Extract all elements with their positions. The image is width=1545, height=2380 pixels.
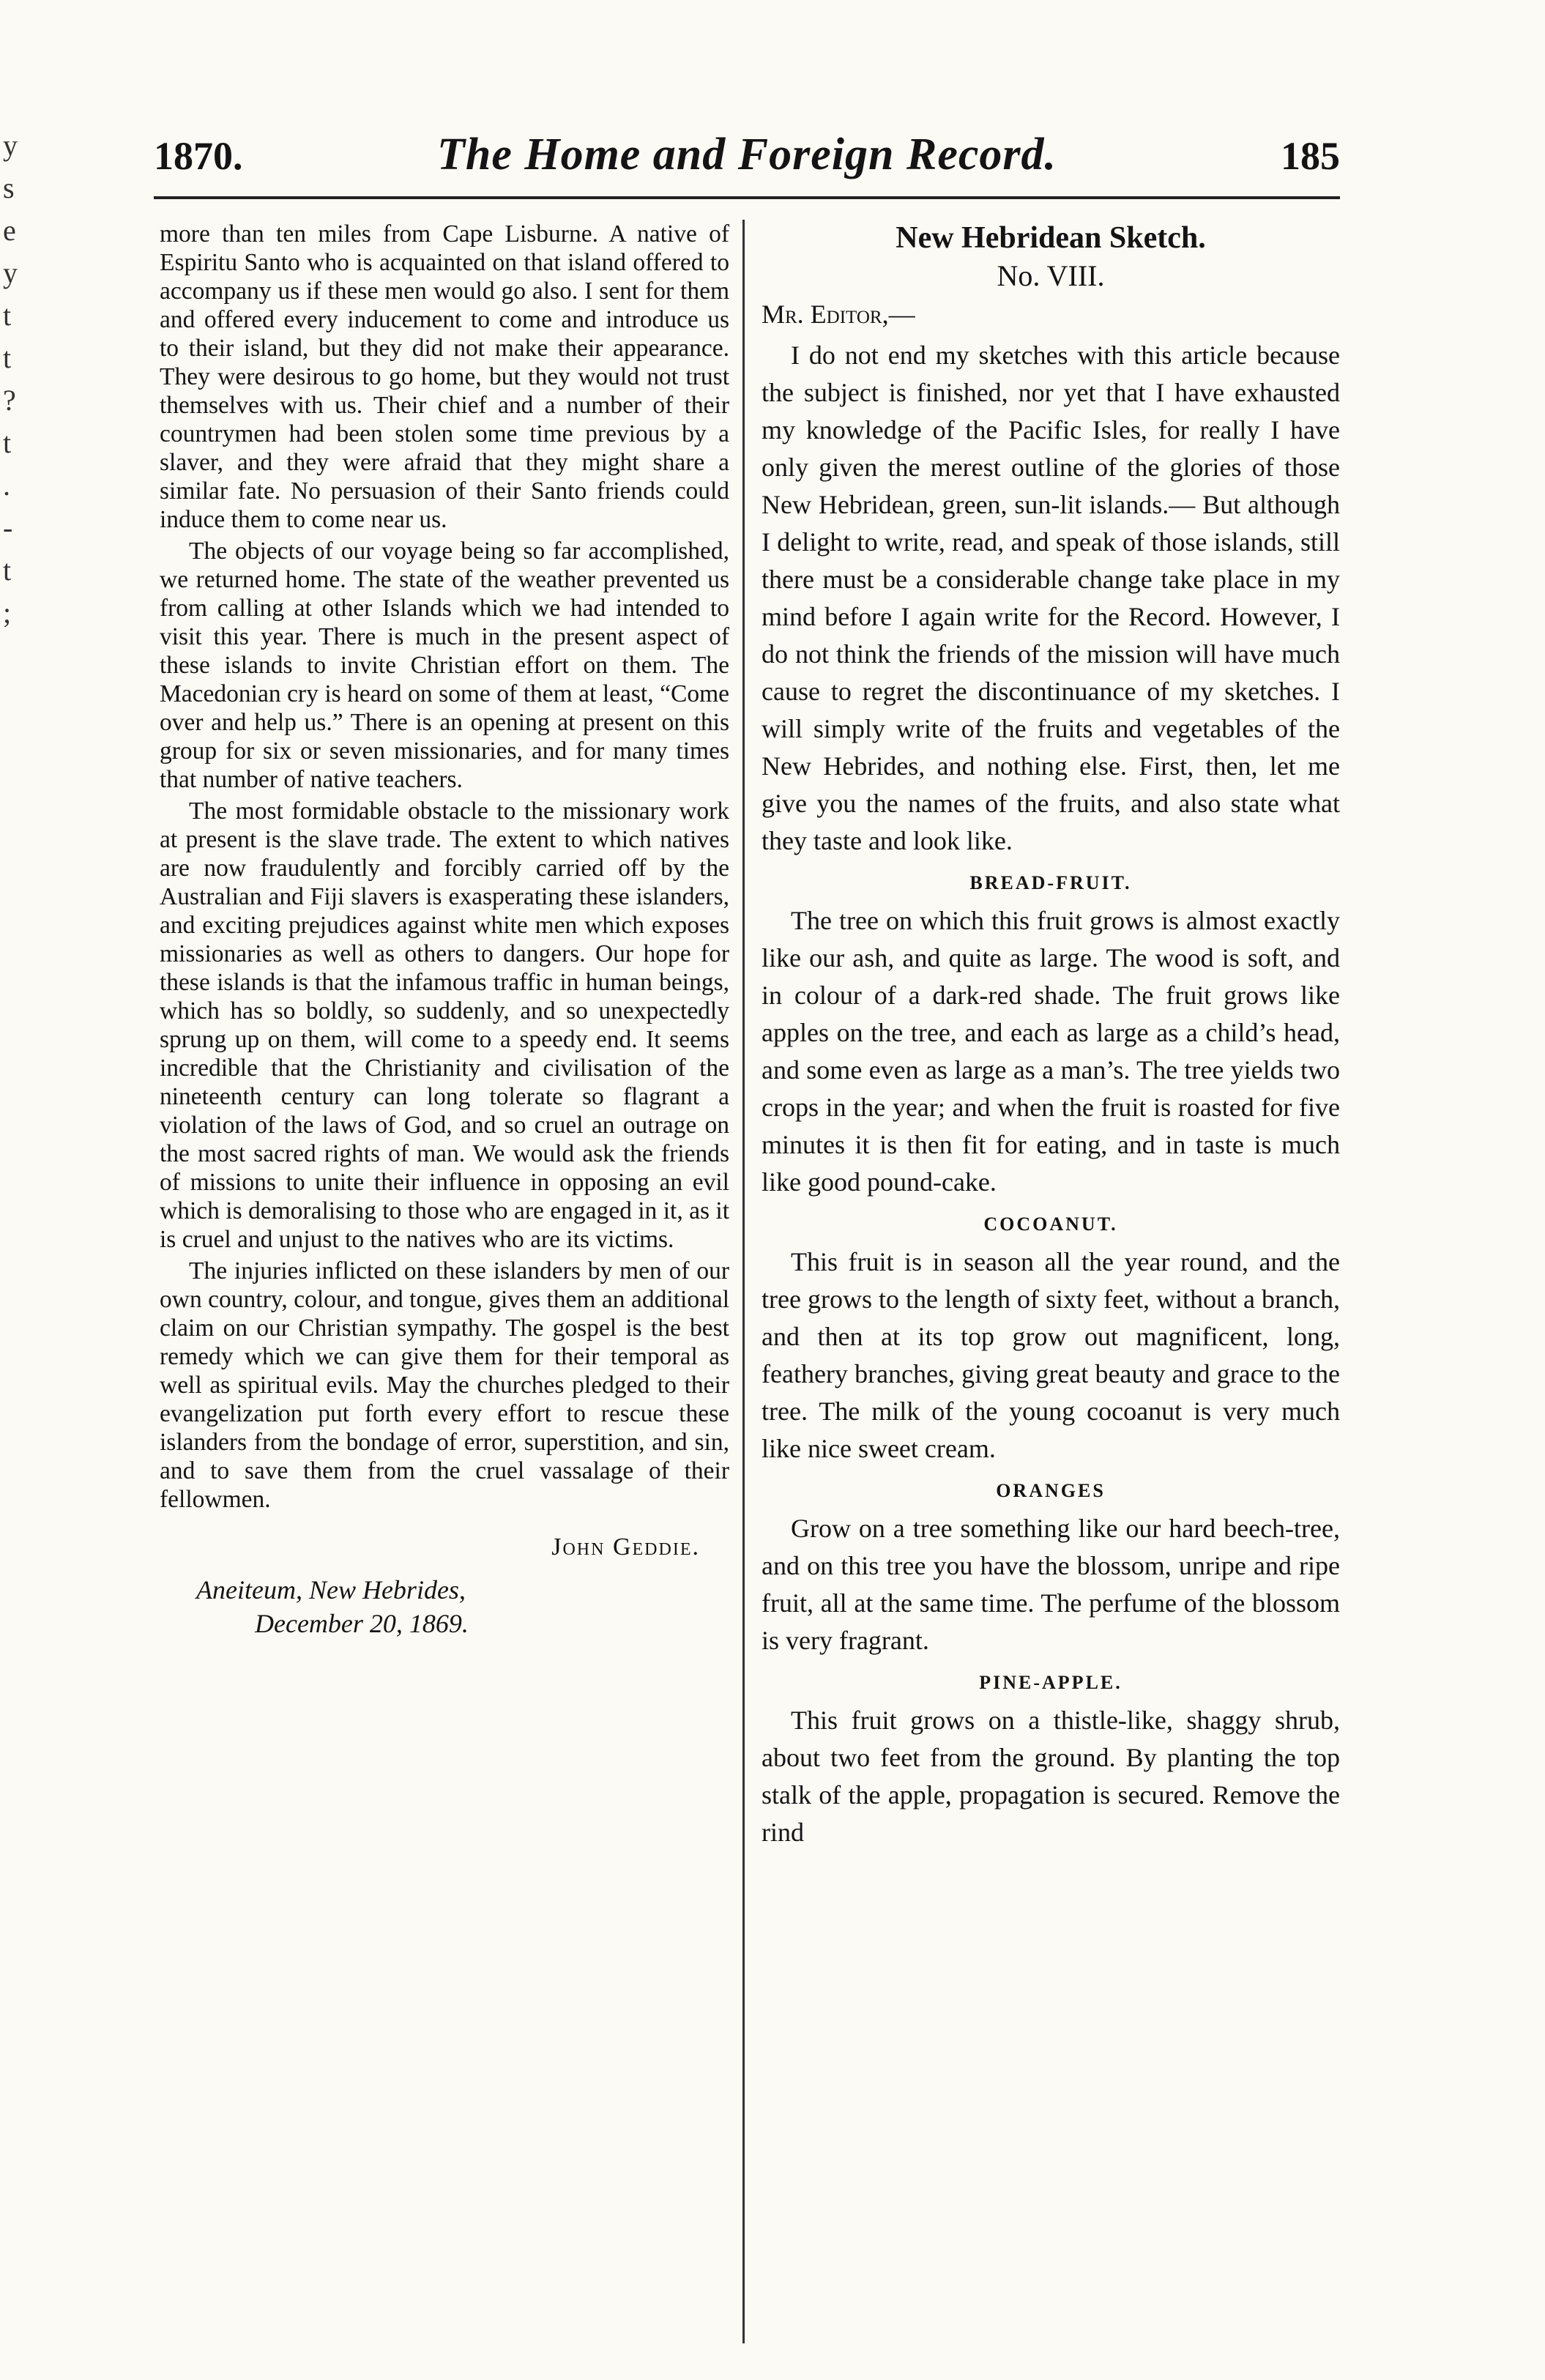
section-heading-pine-apple: PINE-APPLE. (979, 1672, 1123, 1693)
publication-title: The Home and Foreign Record. (436, 130, 1057, 179)
section-heading-bread-fruit: BREAD-FRUIT. (969, 872, 1132, 893)
margin-letter: e (3, 214, 16, 247)
section-heading-oranges: ORANGES (996, 1480, 1106, 1501)
margin-stray-letters (3, 124, 25, 634)
section-text-pine-apple: This fruit grows on a thistle-like, shaggy shrub, about two feet from the ground. By planting the top stalk of the apple, propagation is secured. Remove the rind (762, 1706, 1340, 1847)
margin-letter: t (3, 554, 12, 587)
margin-letter: y (3, 129, 18, 162)
article-title: New Hebridean Sketch. (896, 221, 1206, 255)
margin-letter: ; (3, 596, 12, 629)
header-year: 1870. (154, 134, 243, 178)
margin-letter: s (3, 171, 15, 204)
margin-letter: - (3, 511, 13, 544)
section-text-oranges: Grow on a tree something like our hard beech-tree, and on this tree you have the blossom, unripe and ripe fruit, all at the same time. The perfume of the blossom is very fragrant. (762, 1514, 1340, 1655)
article-number: No. VIII. (997, 259, 1105, 292)
page-header (154, 130, 1340, 192)
left-column (160, 220, 729, 1640)
margin-letter: . (3, 469, 10, 502)
paragraph: The objects of our voyage being so far accomplished, we returned home. The state of the weather prevented us from calling at other Islands which we had intended to visit this year. There is much in the present aspect of these islands to invite Christian effort on them. The Macedonian cry is heard on some of them at least, “Come over and help us.” There is an opening at present on this group for six or seven missionaries, and for many times that number of native teachers. (160, 538, 729, 793)
margin-letter: t (3, 426, 12, 459)
author-signature: John Geddie. (551, 1533, 700, 1561)
dateline-date: December 20, 1869. (255, 1609, 469, 1638)
header-rule (154, 196, 1340, 199)
margin-letter: y (3, 256, 18, 289)
dateline (160, 1573, 729, 1640)
margin-letter: t (3, 341, 12, 374)
paragraph: The most formidable obstacle to the missionary work at present is the slave trade. The extent to which natives are now fraudulently and forcibly carried off by the Australian and Fiji slavers is exasperating these islanders, and exciting prejudices against white men which exposes missionaries as well as others to dangers. Our hope for these islands is that the infamous traffic in human beings, which has so boldly, so suddenly, and so unexpectedly sprung up on them, will come to a speedy end. It seems incredible that the Christianity and civilisation of the nineteenth century can long tolerate so flagrant a violation of the laws of God, and so cruel an outrage on the most sacred rights of man. We would ask the friends of missions to unite their influence in opposing an evil which is demoralising to those who are engaged in it, as it is cruel and unjust to the natives who are its victims. (160, 797, 729, 1253)
intro-paragraph: I do not end my sketches with this article because the subject is finished, nor yet that I have exhausted my knowledge of the Pacific Isles, for really I have only given the merest outline of the glories of those New Hebridean, green, sun-lit islands.— But although I delight to write, read, and speak of those islands, still there must be a considerable change take place in my mind before I again write for the Record. However, I do not think the friends of the mission will have much cause to regret the discontinuance of my sketches. I will simply write of the fruits and vegetables of the New Hebrides, and nothing else. First, then, let me give you the names of the fruits, and also state what they taste and look like. (762, 341, 1340, 855)
margin-letter: t (3, 299, 12, 332)
dateline-place: Aneiteum, New Hebrides, (196, 1575, 466, 1604)
column-divider (742, 220, 745, 2343)
margin-letter: ? (3, 384, 16, 417)
salutation: Mr. Editor,— (762, 300, 915, 329)
right-column (762, 220, 1340, 1851)
section-heading-cocoanut: COCOANUT. (983, 1213, 1118, 1235)
section-text-bread-fruit: The tree on which this fruit grows is almost exactly like our ash, and quite as large. The wood is soft, and in colour of a dark-red shade. The fruit grows like apples on the tree, and each as large as a child’s head, and some even as large as a man’s. The tree yields two crops in the year; and when the fruit is roasted for five minutes it is then fit for eating, and in taste is much like good pound-cake. (762, 906, 1340, 1197)
section-text-cocoanut: This fruit is in season all the year round, and the tree grows to the length of sixty feet, without a branch, and then at its top grow out magnificent, long, feathery branches, giving great beauty and grace to the tree. The milk of the young cocoanut is very much like nice sweet cream. (762, 1247, 1340, 1463)
paragraph: The injuries inflicted on these islanders by men of our own country, colour, and tongue, gives them an additional claim on our Christian sympathy. The gospel is the best remedy which we can give them for their temporal as well as spiritual evils. May the churches pledged to their evangelization put forth every effort to rescue these islanders from the bondage of error, superstition, and sin, and to save them from the cruel vassalage of their fellowmen. (160, 1257, 729, 1513)
page-number: 185 (1281, 134, 1340, 178)
paragraph: more than ten miles from Cape Lisburne. A native of Espiritu Santo who is acquainted on that island offered to accompany us if these men would go also. I sent for them and offered every inducement to come and introduce us to their island, but they did not make their appearance. They were desirous to go home, but they would not trust themselves with us. Their chief and a number of their countrymen had been stolen some time previous by a slaver, and they were afraid that they might share a similar fate. No persuasion of their Santo friends could induce them to come near us. (160, 220, 729, 533)
